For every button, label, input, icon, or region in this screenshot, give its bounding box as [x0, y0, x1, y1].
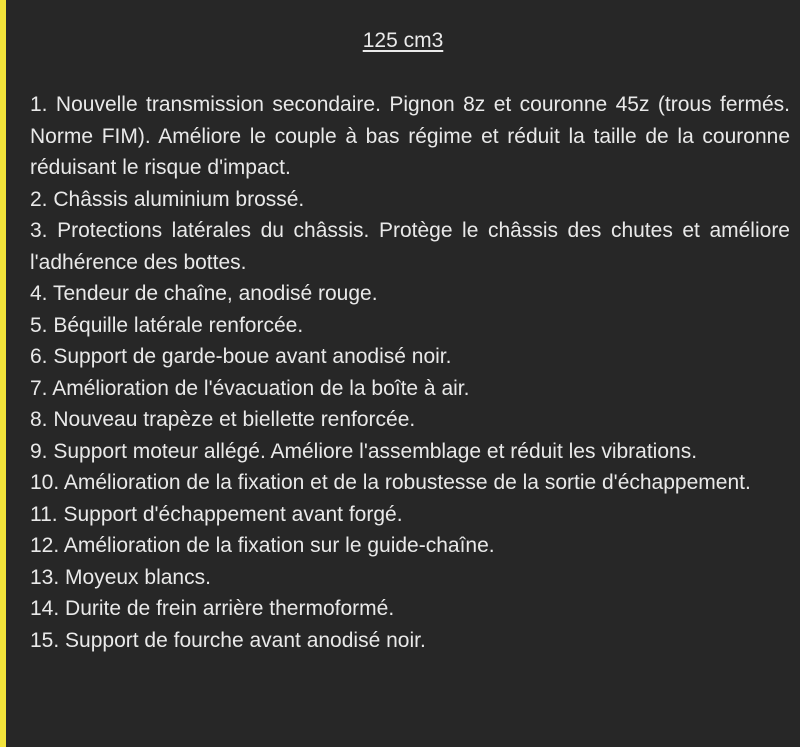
list-item: 8. Nouveau trapèze et biellette renforcée.	[30, 408, 416, 431]
page-title: 125 cm3	[362, 29, 444, 52]
list-item: 14. Durite de frein arrière thermoformé.	[30, 597, 395, 620]
list-item: 3. Protections latérales du châssis. Protège le châssis des chutes et améliore l'adhérence des bottes.	[30, 219, 790, 274]
list-item: 5. Béquille latérale renforcée.	[30, 313, 304, 337]
list-item: 7. Amélioration de l'évacuation de la boîte à air.	[30, 376, 470, 400]
list-item: 4. Tendeur de chaîne, anodisé rouge.	[30, 282, 378, 305]
accent-bar	[0, 0, 6, 747]
list-item: 13. Moyeux blancs.	[30, 565, 211, 589]
list-item: 6. Support de garde-boue avant anodisé noir.	[30, 345, 452, 368]
feature-list	[30, 89, 790, 656]
list-item: 2. Châssis aluminium brossé.	[30, 187, 305, 211]
list-item: 1. Nouvelle transmission secondaire. Pignon 8z et couronne 45z (trous fermés. Norme FIM). Améliore le couple à bas régime et réduit la taille de la couronne réduisant le risque d'impact.	[30, 93, 790, 179]
list-item: 10. Amélioration de la fixation et de la robustesse de la sortie d'échappement.	[30, 471, 751, 494]
list-item: 15. Support de fourche avant anodisé noir.	[30, 628, 426, 652]
list-item: 11. Support d'échappement avant forgé.	[30, 502, 403, 526]
list-item: 9. Support moteur allégé. Améliore l'assemblage et réduit les vibrations.	[30, 439, 698, 463]
list-item: 12. Amélioration de la fixation sur le guide-chaîne.	[30, 534, 495, 557]
